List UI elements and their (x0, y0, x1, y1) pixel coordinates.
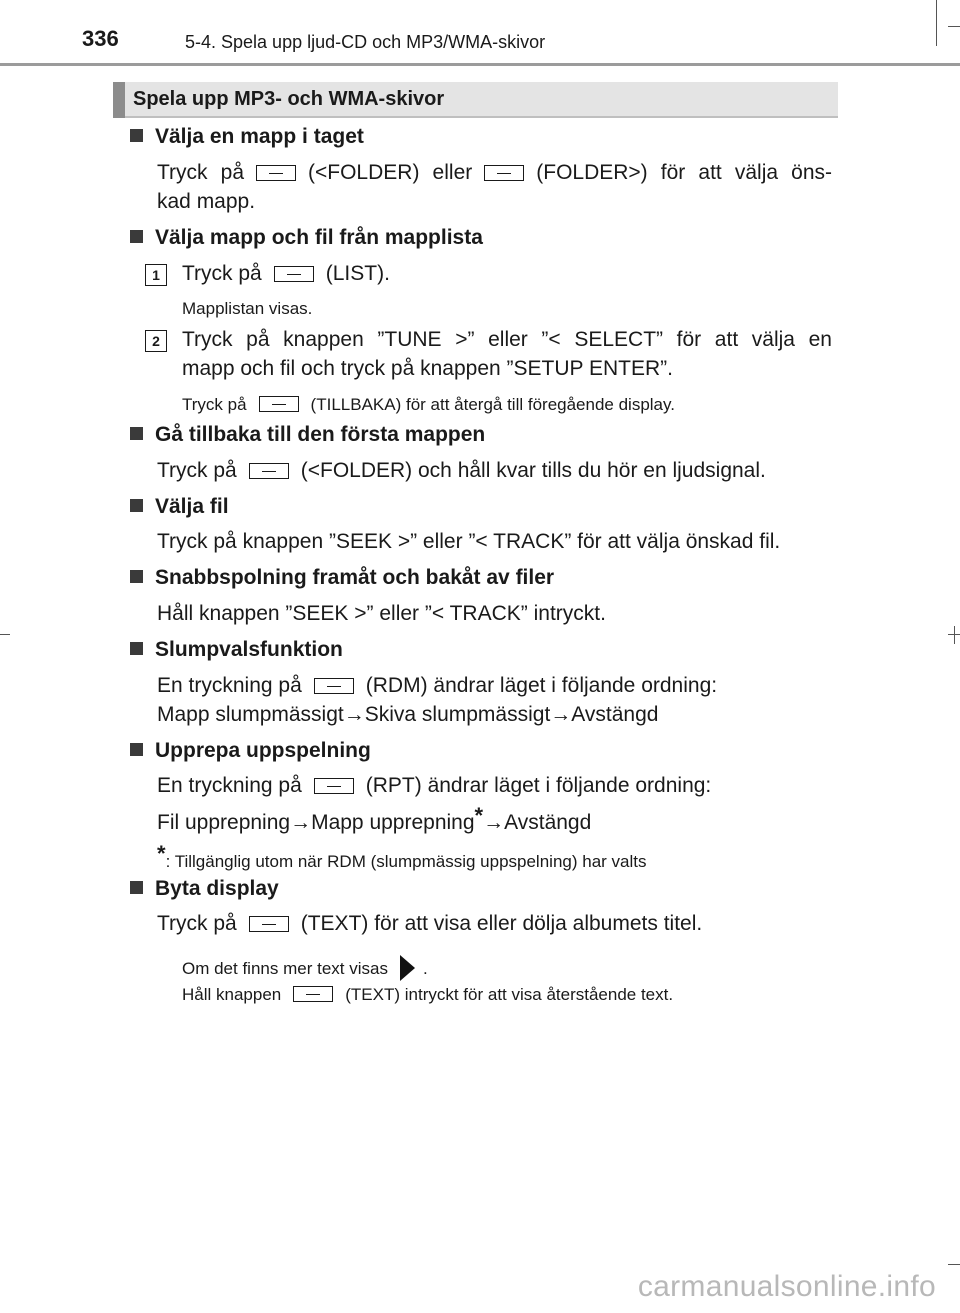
heading-snabbspolning: Snabbspolning framåt och bakåt av filer (130, 566, 554, 590)
heading-valja-mapp: Välja en mapp i taget (130, 125, 364, 149)
s6-line1: En tryckning på (RDM) ändrar läget i följande ordning: (157, 674, 718, 697)
button-icon (293, 986, 333, 1002)
step1-note: Mapplistan visas. (182, 299, 313, 318)
s7-line2: Fil upprepning→Mapp upprepning*→Avstängd (157, 803, 592, 834)
s3-text: Tryck på (<FOLDER) och håll kvar tills du hör en ljudsignal. (157, 459, 766, 482)
button-icon (259, 396, 299, 412)
bullet-square (130, 881, 143, 894)
section-title: Spela upp MP3- och WMA-skivor (133, 88, 445, 110)
s8-text: Tryck på (TEXT) för att visa eller dölja albumets titel. (157, 912, 703, 935)
crop-mark (948, 26, 960, 27)
step1-text: Tryck på (LIST). (182, 262, 390, 285)
bullet-square (130, 570, 143, 583)
section-header (113, 82, 838, 118)
s4-text: Tryck på knappen ”SEEK >” eller ”< TRACK” för att välja önskad fil. (157, 530, 781, 553)
footnote: *: Tillgänglig utom när RDM (slumpmässig uppspelning) har valts (157, 841, 647, 871)
crop-mark (936, 0, 937, 46)
heading-slumpval: Slumpvalsfunktion (130, 638, 343, 662)
button-icon (314, 778, 354, 794)
s1-line1: Tryck på (<FOLDER) eller (FOLDER>) för att välja öns- (157, 161, 833, 184)
button-icon (249, 916, 289, 932)
button-icon (249, 463, 289, 479)
bullet-square (130, 427, 143, 440)
more-text-arrow-icon (400, 955, 415, 981)
bullet-square (130, 642, 143, 655)
bullet-square (130, 129, 143, 142)
step2-line2: mapp och fil och tryck på knappen ”SETUP ENTER”. (182, 357, 673, 380)
bullet-square (130, 230, 143, 243)
button-icon (484, 165, 524, 181)
button-icon (256, 165, 296, 181)
s7-line1: En tryckning på (RPT) ändrar läget i följande ordning: (157, 774, 712, 797)
heading-byta-display: Byta display (130, 877, 279, 901)
watermark: carmanualsonline.info (637, 1270, 936, 1303)
chapter-title: 5-4. Spela upp ljud-CD och MP3/WMA-skivor (185, 32, 546, 52)
bullet-square (130, 743, 143, 756)
button-icon (274, 266, 314, 282)
heading-forsta-mappen: Gå tillbaka till den första mappen (130, 423, 485, 447)
s8-note1: Om det finns mer text visas . (182, 955, 428, 981)
s5-text: Håll knappen ”SEEK >” eller ”< TRACK” intryckt. (157, 602, 606, 625)
header-rule (0, 63, 960, 66)
section-bar (113, 82, 125, 118)
s6-line2: Mapp slumpmässigt→Skiva slumpmässigt→Avstängd (157, 703, 659, 726)
heading-upprepa: Upprepa uppspelning (130, 739, 371, 763)
step-number-2: 2 (145, 330, 167, 352)
heading-mapplista: Välja mapp och fil från mapplista (130, 226, 483, 250)
page-number: 336 (82, 26, 119, 51)
crop-mark (0, 634, 10, 635)
s8-note2: Håll knappen (TEXT) intryckt för att visa återstående text. (182, 985, 674, 1004)
crop-mark (948, 1264, 960, 1265)
asterisk-mark: * (474, 803, 484, 828)
button-icon (314, 678, 354, 694)
step-number-1: 1 (145, 264, 167, 286)
step2-line1: Tryck på knappen ”TUNE >” eller ”< SELECT” för att välja en (182, 328, 832, 351)
step2-note: Tryck på (TILLBAKA) för att återgå till föregående display. (182, 395, 675, 414)
bullet-square (130, 499, 143, 512)
crop-mark (954, 626, 955, 644)
s1-line2: kad mapp. (157, 190, 256, 213)
heading-valja-fil: Välja fil (130, 495, 229, 519)
